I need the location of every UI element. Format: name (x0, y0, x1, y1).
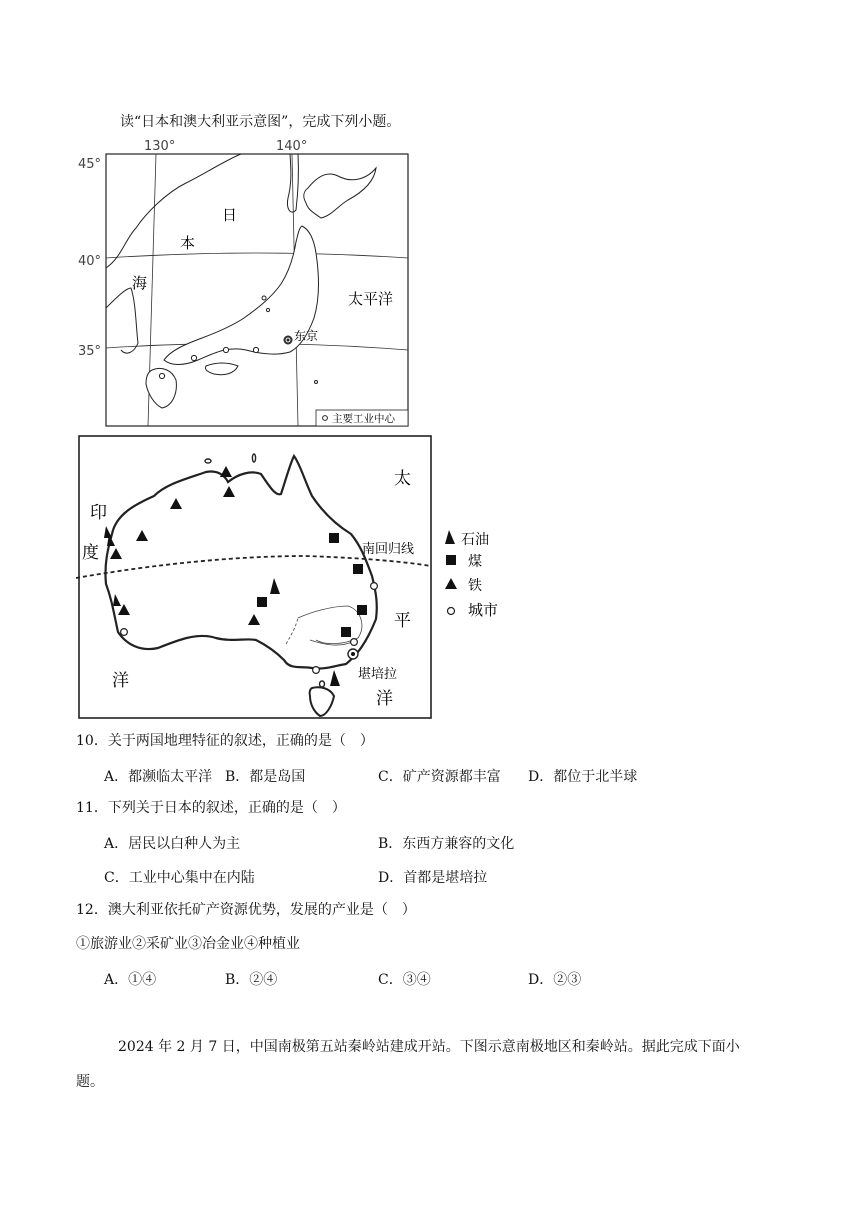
coal-marker (353, 564, 363, 574)
industry-center (191, 355, 196, 360)
tokyo-marker-dot (287, 339, 290, 342)
coal-marker (357, 605, 367, 615)
label-ping: 平 (394, 611, 411, 631)
label-ben: 本 (180, 234, 196, 252)
island (252, 454, 255, 462)
passage-line-2: 题。 (76, 1074, 104, 1090)
question-11-stem: 11．下列关于日本的叙述，正确的是（ ） (76, 800, 346, 816)
q12-option-c[interactable]: C．③④ (378, 972, 431, 988)
city-marker (351, 639, 358, 646)
legend-coal-label: 煤 (468, 554, 482, 570)
legend-city-label: 城市 (468, 601, 499, 619)
q12-option-a[interactable]: A．①④ (104, 972, 157, 988)
legend-industry-icon (323, 416, 328, 421)
q10-option-d[interactable]: D．都位于北半球 (528, 769, 638, 785)
question-12-sub: ①旅游业②采矿业③冶金业④种植业 (76, 936, 300, 952)
industry-center (253, 347, 258, 352)
city-marker (371, 583, 378, 590)
lon-label-140: 140° (276, 139, 308, 154)
q11-option-a[interactable]: A．居民以白种人为主 (104, 836, 241, 852)
q12-option-d[interactable]: D．②③ (528, 972, 582, 988)
intro-text: 读“日本和澳大利亚示意图”，完成下列小题。 (120, 114, 401, 130)
coal-marker (341, 627, 351, 637)
q10-option-c[interactable]: C．矿产资源都丰富 (378, 769, 501, 785)
q11-option-b[interactable]: B．东西方兼容的文化 (378, 836, 515, 852)
lon-label-130: 130° (144, 139, 176, 154)
japan-map (76, 138, 416, 432)
lat-label-40: 40° (78, 254, 102, 269)
label-ri: 日 (222, 206, 238, 224)
lat-label-45: 45° (78, 157, 102, 172)
coal-marker (329, 533, 339, 543)
legend-city-icon (448, 608, 455, 615)
canberra-marker-dot (351, 652, 355, 656)
q11-option-c[interactable]: C．工业中心集中在内陆 (104, 870, 255, 886)
island (205, 459, 211, 463)
label-canberra: 堪培拉 (358, 667, 398, 682)
label-yang-east: 洋 (376, 689, 393, 709)
label-tai: 太 (394, 469, 411, 489)
label-pacific: 太平洋 (348, 290, 394, 308)
label-tokyo: 东京 (294, 329, 319, 343)
legend-industry-label: 主要工业中心 (332, 413, 395, 425)
legend-iron-label: 铁 (468, 578, 482, 594)
q10-option-a[interactable]: A．都濒临太平洋 (104, 769, 213, 785)
label-hai: 海 (132, 274, 148, 292)
industry-center (223, 347, 228, 352)
legend-iron-icon (445, 578, 457, 589)
label-yin: 印 (90, 503, 107, 523)
legend-oil-icon (445, 530, 455, 544)
city-marker (121, 629, 128, 636)
question-12-stem: 12．澳大利亚依托矿产资源优势，发展的产业是（ ） (76, 902, 416, 918)
island (320, 681, 325, 687)
legend-coal-icon (446, 555, 456, 565)
industry-center (159, 373, 164, 378)
q11-option-d[interactable]: D．首都是堪培拉 (378, 870, 488, 886)
coal-marker (257, 597, 267, 607)
q10-option-b[interactable]: B．都是岛国 (225, 769, 306, 785)
lat-label-35: 35° (78, 344, 102, 359)
australia-map (76, 434, 506, 722)
passage-line-1: 2024 年 2 月 7 日，中国南极第五站秦岭站建成开站。下图示意南极地区和秦岭站。据此完成下面小 (118, 1039, 740, 1055)
legend-oil-label: 石油 (461, 532, 489, 548)
city-marker (313, 667, 320, 674)
q12-option-b[interactable]: B．②④ (225, 972, 278, 988)
label-tropic: 南回归线 (362, 542, 415, 557)
question-10-stem: 10．关于两国地理特征的叙述，正确的是（ ） (76, 733, 374, 749)
label-du: 度 (82, 543, 99, 563)
label-yang-west: 洋 (112, 671, 129, 691)
